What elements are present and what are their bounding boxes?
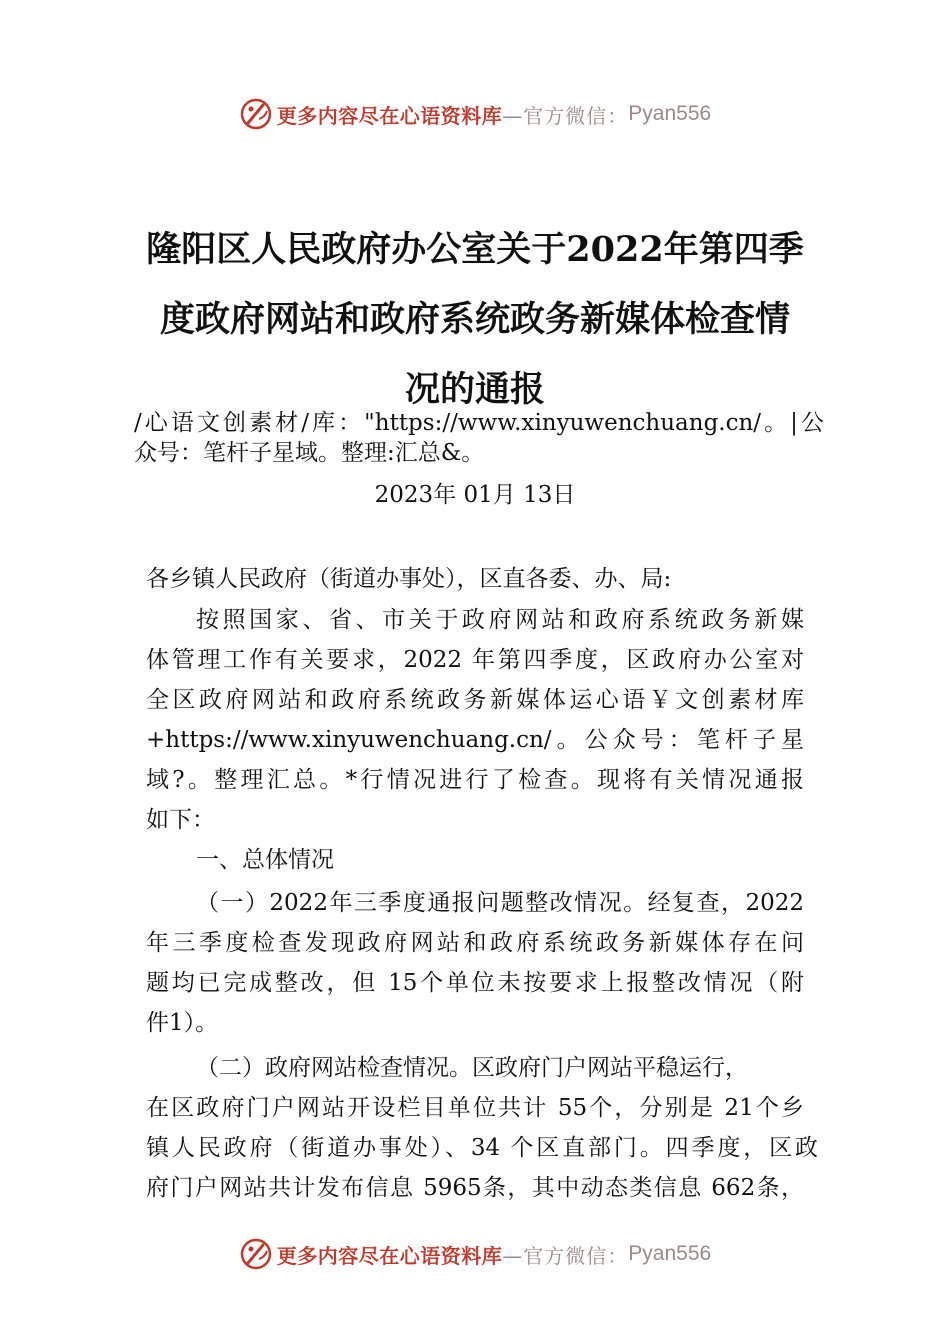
document-title-line-2: 度政府网站和政府系统政务新媒体检查情: [159, 299, 790, 340]
section-heading: 一、总体情况: [196, 847, 334, 873]
brush-logo-icon: [239, 97, 273, 131]
paragraph-1-line: 按照国家、省、市关于政府网站和政府系统政务新媒: [196, 607, 804, 633]
paragraph-3-line: 在区政府门户网站开设栏目单位共计 55个，分别是 21个乡: [146, 1095, 804, 1121]
footer-banner: [0, 1234, 950, 1274]
banner-wechat-id: Pyan556: [628, 1242, 712, 1265]
banner-text: 更多内容尽在心语资料库: [276, 1243, 503, 1268]
paragraph-2-line: （一）2022年三季度通报问题整改情况。经复查，2022: [196, 890, 804, 916]
brush-logo-icon: [239, 1237, 273, 1271]
paragraph-1-line: 全区政府网站和政府系统政务新媒体运心语￥文创素材库: [146, 687, 804, 713]
document-title-line-3: 况的通报: [404, 369, 545, 410]
paragraph-3-line: 府门户网站共计发布信息 5965条，其中动态类信息 662条，: [146, 1175, 804, 1201]
document-title-line-1: 隆阳区人民政府办公室关于2022年第四季: [146, 229, 804, 270]
source-note-line-1: /心语文创素材/库："https://www.xinyuwenchuang.cn/。|公: [134, 410, 824, 436]
paragraph-2-line: 题均已完成整改，但 15个单位未按要求上报整改情况（附: [146, 970, 804, 996]
paragraph-1-line: 域?。整理汇总。*行情况进行了检查。现将有关情况通报: [146, 767, 804, 793]
banner-wechat-label: —官方微信：: [502, 1243, 629, 1268]
paragraph-2-line: 件1）。: [146, 1010, 219, 1036]
paragraph-3-line: 镇人民政府（街道办事处）、34 个区直部门。四季度，区政: [146, 1135, 818, 1161]
document-date: 2023年 01月 13日: [374, 482, 576, 508]
banner-wechat-id: Pyan556: [628, 102, 712, 125]
paragraph-2-line: 年三季度检查发现政府网站和政府系统政务新媒体存在问: [146, 930, 804, 956]
banner-text: 更多内容尽在心语资料库: [276, 103, 503, 128]
banner-wechat-label: —官方微信：: [502, 103, 629, 128]
paragraph-1-line: 如下：: [146, 807, 215, 833]
header-banner: [0, 94, 950, 134]
paragraph-3-line: （二）政府网站检查情况。区政府门户网站平稳运行，: [196, 1055, 748, 1081]
paragraph-1-line: 体管理工作有关要求，2022 年第四季度，区政府办公室对: [146, 647, 804, 673]
source-note-line-2: 众号：笔杆子星域。整理:汇总&。: [134, 440, 485, 466]
paragraph-1-line: +https://www.xinyuwenchuang.cn/。公众号：笔杆子星: [146, 727, 804, 753]
salutation: 各乡镇人民政府（街道办事处），区直各委、办、局:: [146, 566, 672, 592]
